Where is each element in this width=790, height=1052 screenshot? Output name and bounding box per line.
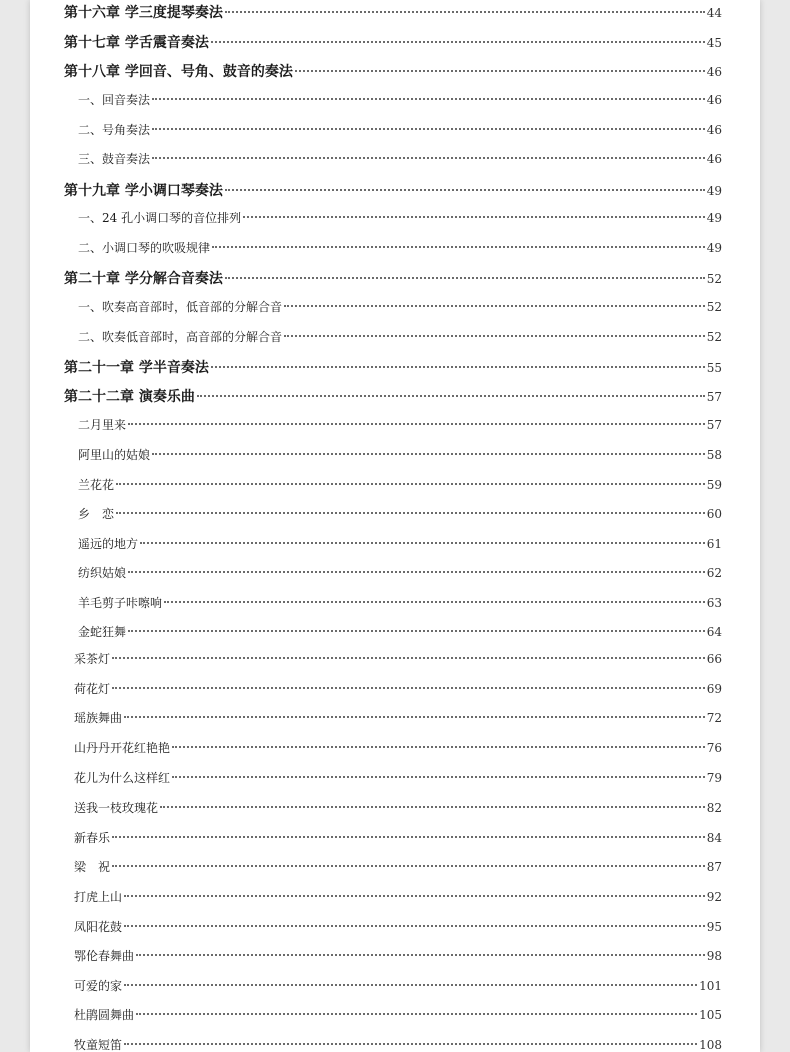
entry-title: 荷花灯 [74,682,111,696]
entry-title: 梁 祝 [74,860,111,874]
toc-section[interactable] [78,239,722,263]
entry-title: 第十九章 学小调口琴奏法 [64,183,223,199]
toc-song[interactable] [74,947,722,971]
toc-song[interactable] [74,858,722,882]
entry-page: 61 [706,537,722,551]
entry-page: 44 [706,6,722,20]
entry-page: 52 [706,300,722,314]
entry-title: 金蛇狂舞 [78,625,127,639]
dot-leader [152,157,705,159]
dot-leader [225,11,705,13]
entry-title: 瑶族舞曲 [74,711,123,725]
entry-page: 58 [706,448,722,462]
toc-song[interactable] [78,594,722,618]
dot-leader [211,366,705,368]
entry-title: 二、吹奏低音部时，高音部的分解合音 [78,330,283,344]
dot-leader [124,716,705,718]
entry-page: 64 [706,625,722,639]
entry-page: 76 [706,741,722,755]
entry-title: 杜鹃圆舞曲 [74,1008,135,1022]
entry-title: 乡 恋 [78,507,115,521]
toc-song[interactable] [74,918,722,942]
entry-page: 82 [706,801,722,815]
dot-leader [128,571,705,573]
dot-leader [172,776,705,778]
entry-title: 阿里山的姑娘 [78,448,151,462]
dot-leader [172,746,705,748]
toc-song[interactable] [78,476,722,500]
toc-song[interactable] [74,829,722,853]
entry-page: 49 [706,241,722,255]
toc-song[interactable] [74,977,722,1001]
entry-title: 打虎上山 [74,890,123,904]
entry-title: 第十七章 学舌震音奏法 [64,35,209,51]
entry-page: 63 [706,596,722,610]
dot-leader [124,925,705,927]
dot-leader [295,70,705,72]
entry-title: 二、号角奏法 [78,123,151,137]
toc-section[interactable] [78,121,722,145]
dot-leader [124,895,705,897]
entry-title: 鄂伦春舞曲 [74,949,135,963]
entry-title: 第二十一章 学半音奏法 [64,360,209,376]
entry-title: 凤阳花鼓 [74,920,123,934]
dot-leader [225,277,705,279]
toc-section[interactable] [78,91,722,115]
dot-leader [116,512,705,514]
dot-leader [124,984,697,986]
entry-title: 遥远的地方 [78,537,139,551]
toc-song[interactable] [78,564,722,588]
entry-title: 牧童短笛 [74,1038,123,1052]
entry-title: 三、鼓音奏法 [78,152,151,166]
toc-section[interactable] [78,209,722,233]
entry-page: 98 [706,949,722,963]
dot-leader [152,453,705,455]
toc-chapter-16[interactable] [64,2,722,26]
entry-page: 60 [706,507,722,521]
entry-page: 46 [706,123,722,137]
dot-leader [160,806,705,808]
dot-leader [211,41,705,43]
entry-page: 52 [706,272,722,286]
toc-page [30,0,760,1052]
dot-leader [140,542,705,544]
toc-song[interactable] [74,799,722,823]
dot-leader [212,246,705,248]
entry-title: 送我一枝玫瑰花 [74,801,159,815]
toc-song[interactable] [74,888,722,912]
entry-title: 二、小调口琴的吹吸规律 [78,241,211,255]
toc-section[interactable] [78,150,722,174]
entry-page: 108 [699,1038,722,1052]
dot-leader [225,189,705,191]
toc-chapter-20[interactable] [64,268,722,292]
dot-leader [124,1043,697,1045]
dot-leader [128,630,705,632]
toc-song[interactable] [74,769,722,793]
entry-page: 59 [706,478,722,492]
entry-page: 101 [699,979,722,993]
dot-leader [284,335,705,337]
dot-leader [128,423,705,425]
dot-leader [112,836,705,838]
entry-page: 84 [706,831,722,845]
entry-page: 79 [706,771,722,785]
toc-song[interactable] [78,535,722,559]
dot-leader [116,483,705,485]
entry-title: 一、回音奏法 [78,93,151,107]
dot-leader [197,395,705,397]
entry-page: 92 [706,890,722,904]
toc-chapter-19[interactable] [64,180,722,204]
entry-page: 95 [706,920,722,934]
entry-title: 可爱的家 [74,979,123,993]
entry-page: 46 [706,65,722,79]
entry-page: 49 [706,184,722,198]
entry-title: 第二十章 学分解合音奏法 [64,271,223,287]
toc-song[interactable] [74,1006,722,1030]
toc-song[interactable] [78,416,722,440]
toc-chapter-17[interactable] [64,32,722,56]
entry-page: 72 [706,711,722,725]
entry-title: 山丹丹开花红艳艳 [74,741,171,755]
toc-song[interactable] [74,709,722,733]
entry-page: 46 [706,152,722,166]
entry-title: 一、24 孔小调口琴的音位排列 [78,211,242,225]
toc-song[interactable] [78,505,722,529]
toc-song[interactable] [74,680,722,704]
entry-title: 一、吹奏高音部时，低音部的分解合音 [78,300,283,314]
entry-page: 46 [706,93,722,107]
dot-leader [152,98,705,100]
dot-leader [136,1013,697,1015]
entry-page: 69 [706,682,722,696]
dot-leader [112,865,705,867]
dot-leader [136,954,705,956]
toc-song[interactable] [74,739,722,763]
entry-title: 第十六章 学三度提琴奏法 [64,5,223,21]
dot-leader [164,601,705,603]
toc-song[interactable] [74,650,722,674]
entry-page: 49 [706,211,722,225]
toc-song[interactable] [78,623,722,647]
dot-leader [112,657,705,659]
dot-leader [112,687,705,689]
entry-page: 52 [706,330,722,344]
entry-title: 二月里来 [78,418,127,432]
toc-song[interactable] [78,446,722,470]
entry-title: 采茶灯 [74,652,111,666]
dot-leader [284,305,705,307]
toc-chapter-21[interactable] [64,357,722,381]
entry-title: 第十八章 学回音、号角、鼓音的奏法 [64,64,293,80]
dot-leader [152,128,705,130]
entry-title: 花儿为什么这样红 [74,771,171,785]
entry-page: 45 [706,36,722,50]
toc-section[interactable] [78,298,722,322]
toc-section[interactable] [78,328,722,352]
dot-leader [243,216,705,218]
entry-title: 纺织姑娘 [78,566,127,580]
entry-title: 第二十二章 演奏乐曲 [64,389,195,405]
entry-title: 新春乐 [74,831,111,845]
entry-page: 62 [706,566,722,580]
entry-page: 57 [706,390,722,404]
entry-page: 55 [706,361,722,375]
entry-title: 羊毛剪子咔嚓响 [78,596,163,610]
entry-page: 87 [706,860,722,874]
toc-chapter-22[interactable] [64,386,722,410]
entry-page: 66 [706,652,722,666]
toc-chapter-18[interactable] [64,61,722,85]
entry-page: 57 [706,418,722,432]
entry-page: 105 [699,1008,722,1022]
toc-song[interactable] [74,1036,722,1052]
entry-title: 兰花花 [78,478,115,492]
